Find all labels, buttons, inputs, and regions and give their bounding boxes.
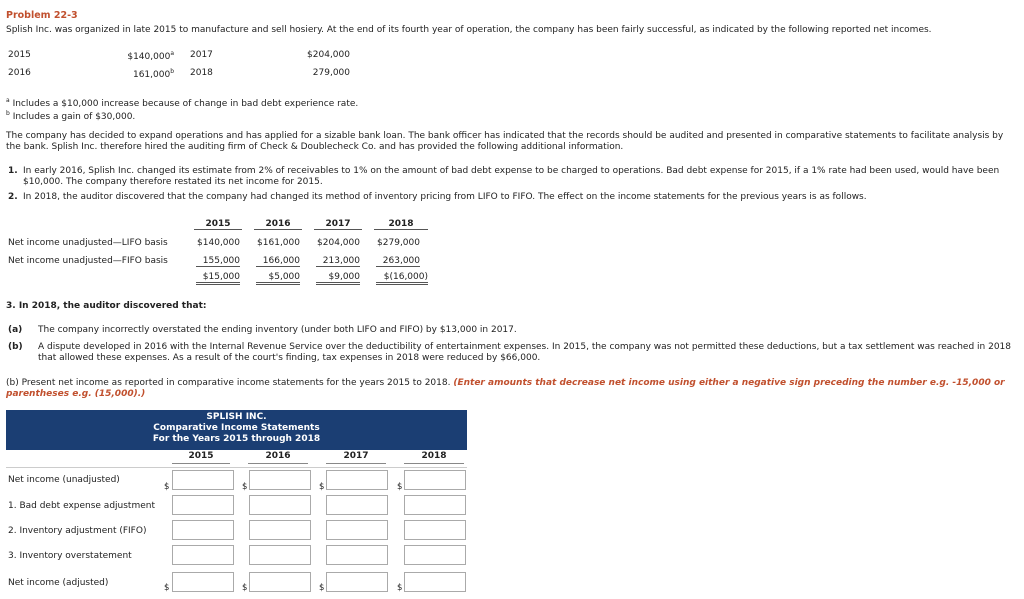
amount-input-2018[interactable] xyxy=(404,495,466,515)
table-cell: $(16,000) xyxy=(376,272,428,285)
table-cell: 155,000 xyxy=(196,256,240,267)
reported-year: 2017 xyxy=(190,50,213,60)
footnote-b: $^b$ Includes a gain of $30,000. xyxy=(6,110,136,122)
amount-input-2018[interactable] xyxy=(404,545,466,565)
amount-input-2017[interactable] xyxy=(326,470,388,490)
item-3b-text: A dispute developed in 2016 with the Internal Revenue Service over the deductibility of entertainment expenses. In 2015, the company was not permitted these deductions, but a tax settlement was reached in 2018 that allowed these expenses. As a result of the court's finding, tax expenses in 2018 were reduced by $66,000. xyxy=(38,342,1012,363)
reported-year: 2016 xyxy=(8,68,31,78)
amount-input-2015[interactable] xyxy=(172,520,234,540)
reported-value: 161,000$^b$ xyxy=(132,68,174,80)
amount-input-2016[interactable] xyxy=(249,520,311,540)
dollar-sign: $ xyxy=(164,482,170,492)
intro-text: Splish Inc. was organized in late 2015 to manufacture and sell hosiery. At the end of its fourth year of operation, the company has been fairly successful, as indicated by the following reported net incomes. xyxy=(6,25,932,35)
amount-input-2018[interactable] xyxy=(404,520,466,540)
item-3b-mark: (b) xyxy=(8,342,23,352)
amount-input-2015[interactable] xyxy=(172,470,234,490)
column-year: 2016 xyxy=(248,451,308,464)
table-cell: $140,000 xyxy=(197,238,240,248)
dollar-sign: $ xyxy=(319,482,325,492)
amount-input-2015[interactable] xyxy=(172,545,234,565)
column-year: 2017 xyxy=(326,451,386,464)
amount-input-2015[interactable] xyxy=(172,572,234,592)
footnote-a: $^a$ Includes a $10,000 increase because of change in bad debt experience rate. xyxy=(6,97,359,109)
table-cell: $204,000 xyxy=(317,238,360,248)
amount-input-2017[interactable] xyxy=(326,572,388,592)
amount-input-2017[interactable] xyxy=(326,495,388,515)
reported-year: 2015 xyxy=(8,50,31,60)
statement-period: For the Years 2015 through 2018 xyxy=(152,434,321,444)
reported-value: $204,000 xyxy=(307,50,350,60)
row-label: 2. Inventory adjustment (FIFO) xyxy=(8,526,147,536)
item-1-number: 1. xyxy=(8,166,18,176)
column-year: 2015 xyxy=(172,451,230,464)
row-label: 1. Bad debt expense adjustment xyxy=(8,501,155,511)
item-2-text: In 2018, the auditor discovered that the company had changed its method of inventory pricing from LIFO to FIFO. The effect on the income statements for the previous years is as follows. xyxy=(23,192,867,202)
table-header-year: 2018 xyxy=(374,219,428,230)
additional-info-text: The company has decided to expand operations and has applied for a sizable bank loan. The bank officer has indicated that the records should be audited and presented in comparative statements to facilitate analysis by the bank. Splish Inc. therefore hired the auditing firm of Check & Doublecheck Co. and has provided the following additional information. xyxy=(6,131,1004,152)
amount-input-2017[interactable] xyxy=(326,520,388,540)
item-3a-mark: (a) xyxy=(8,325,23,335)
dollar-sign: $ xyxy=(397,583,403,593)
column-year: 2018 xyxy=(404,451,464,464)
item-2-number: 2. xyxy=(8,192,18,202)
table-header-year: 2017 xyxy=(314,219,362,230)
amount-input-2016[interactable] xyxy=(249,495,311,515)
dollar-sign: $ xyxy=(397,482,403,492)
table-cell: $9,000 xyxy=(316,272,360,285)
item-3a-text: The company incorrectly overstated the ending inventory (under both LIFO and FIFO) by $13,000 in 2017. xyxy=(38,325,517,335)
company-name: SPLISH INC. xyxy=(206,412,267,422)
amount-input-2016[interactable] xyxy=(249,572,311,592)
reported-value: 279,000 xyxy=(312,68,350,78)
amount-input-2016[interactable] xyxy=(249,470,311,490)
amount-input-2018[interactable] xyxy=(404,572,466,592)
table-cell: $5,000 xyxy=(256,272,300,285)
table-cell: 263,000 xyxy=(376,256,420,267)
table-header-year: 2015 xyxy=(194,219,242,230)
table-cell: $279,000 xyxy=(377,238,420,248)
row-label: 3. Inventory overstatement xyxy=(8,551,132,561)
dollar-sign: $ xyxy=(164,583,170,593)
reported-value: $140,000$^a$ xyxy=(127,50,174,62)
dollar-sign: $ xyxy=(242,482,248,492)
table-cell: $15,000 xyxy=(196,272,240,285)
row-label: Net income (unadjusted) xyxy=(8,475,120,485)
table-header-year: 2016 xyxy=(254,219,302,230)
table-row-label: Net income unadjusted—FIFO basis xyxy=(8,256,168,266)
dollar-sign: $ xyxy=(319,583,325,593)
table-cell: 166,000 xyxy=(256,256,300,267)
statement-name: Comparative Income Statements xyxy=(153,423,320,433)
table-cell: 213,000 xyxy=(316,256,360,267)
amount-input-2018[interactable] xyxy=(404,470,466,490)
reported-year: 2018 xyxy=(190,68,213,78)
statement-header xyxy=(6,410,467,450)
problem-title: Problem 22-3 xyxy=(6,10,78,21)
amount-input-2017[interactable] xyxy=(326,545,388,565)
row-separator xyxy=(6,467,467,468)
dollar-sign: $ xyxy=(242,583,248,593)
amount-input-2016[interactable] xyxy=(249,545,311,565)
row-label: Net income (adjusted) xyxy=(8,578,109,588)
table-row-label: Net income unadjusted—LIFO basis xyxy=(8,238,168,248)
table-cell: $161,000 xyxy=(257,238,300,248)
item-1-text: In early 2016, Splish Inc. changed its estimate from 2% of receivables to 1% on the amount of bad debt expense to be charged to operations. Bad debt expense for 2015, if a 1% rate had been used, would have been $10,000. The company therefore restated its net income for 2015. xyxy=(23,166,1000,187)
amount-input-2015[interactable] xyxy=(172,495,234,515)
item-3-text: 3. In 2018, the auditor discovered that: xyxy=(6,301,207,311)
part-b-instructions: (b) Present net income as reported in comparative income statements for the years 2015 to 2018. (Enter amounts that decrease net income using either a negative sign preceding the number e.g. -15,000 or parentheses e.g. (15,000).) xyxy=(6,378,1005,399)
